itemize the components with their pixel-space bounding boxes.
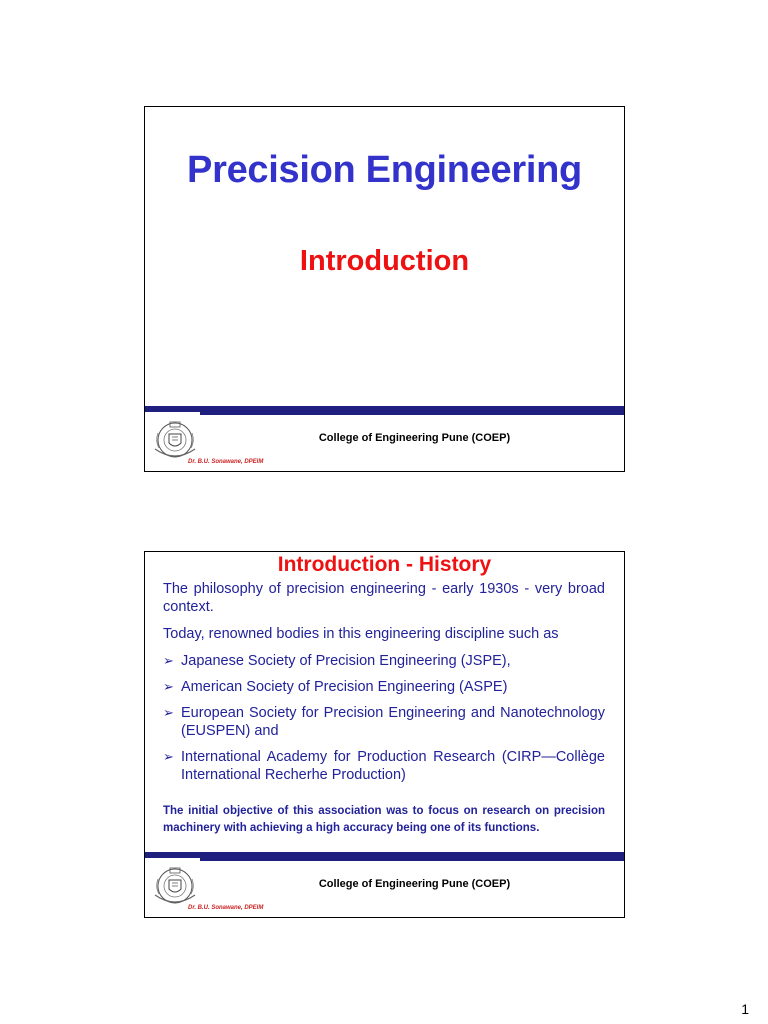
list-item — [163, 748, 605, 784]
footer-author: Dr. B.U. Sonawane, DPEIM — [188, 905, 264, 911]
bullet-list — [163, 652, 605, 784]
list-item — [163, 652, 605, 670]
footer-college-name: College of Engineering Pune (COEP) — [318, 878, 511, 890]
arrow-bullet-icon: ➢ — [163, 749, 174, 764]
slide-2-note: The initial objective of this association was to focus on research on precision machinery with achieving a high accuracy being one of its functions. — [163, 805, 605, 834]
paragraph: The philosophy of precision engineering - early 1930s - very broad context. — [163, 581, 605, 615]
list-item-text: Japanese Society of Precision Engineering (JSPE), — [181, 653, 511, 669]
slide-1 — [144, 106, 625, 472]
slide-1-subtitle: Introduction — [299, 245, 470, 277]
footer-bar-left — [145, 852, 200, 858]
slide-1-title: Precision Engineering — [187, 149, 582, 191]
footer-author: Dr. B.U. Sonawane, DPEIM — [188, 459, 264, 465]
list-item-text: European Society for Precision Engineering and Nanotechnology (EUSPEN) and — [181, 705, 605, 739]
footer-bar — [200, 406, 624, 415]
paragraph: Today, renowned bodies in this engineering discipline such as — [163, 626, 559, 642]
footer-college-name: College of Engineering Pune (COEP) — [318, 432, 511, 444]
slide-2-body — [163, 580, 605, 792]
arrow-bullet-icon: ➢ — [163, 705, 174, 720]
slide-2 — [144, 551, 625, 918]
footer-bar — [200, 852, 624, 861]
list-item — [163, 678, 605, 696]
list-item-text: International Academy for Production Research (CIRP—Collège International Recherhe Production) — [181, 749, 605, 783]
coep-crest-icon — [149, 413, 201, 465]
page-number: 1 — [741, 1001, 749, 1017]
list-item — [163, 704, 605, 740]
arrow-bullet-icon: ➢ — [163, 653, 174, 668]
arrow-bullet-icon: ➢ — [163, 679, 174, 694]
slide-2-title: Introduction - History — [277, 553, 492, 576]
list-item-text: American Society of Precision Engineering (ASPE) — [181, 679, 508, 695]
slide-2-footer — [145, 852, 624, 917]
slide-1-footer — [145, 406, 624, 471]
coep-crest-icon — [149, 859, 201, 911]
footer-bar-left — [145, 406, 200, 412]
